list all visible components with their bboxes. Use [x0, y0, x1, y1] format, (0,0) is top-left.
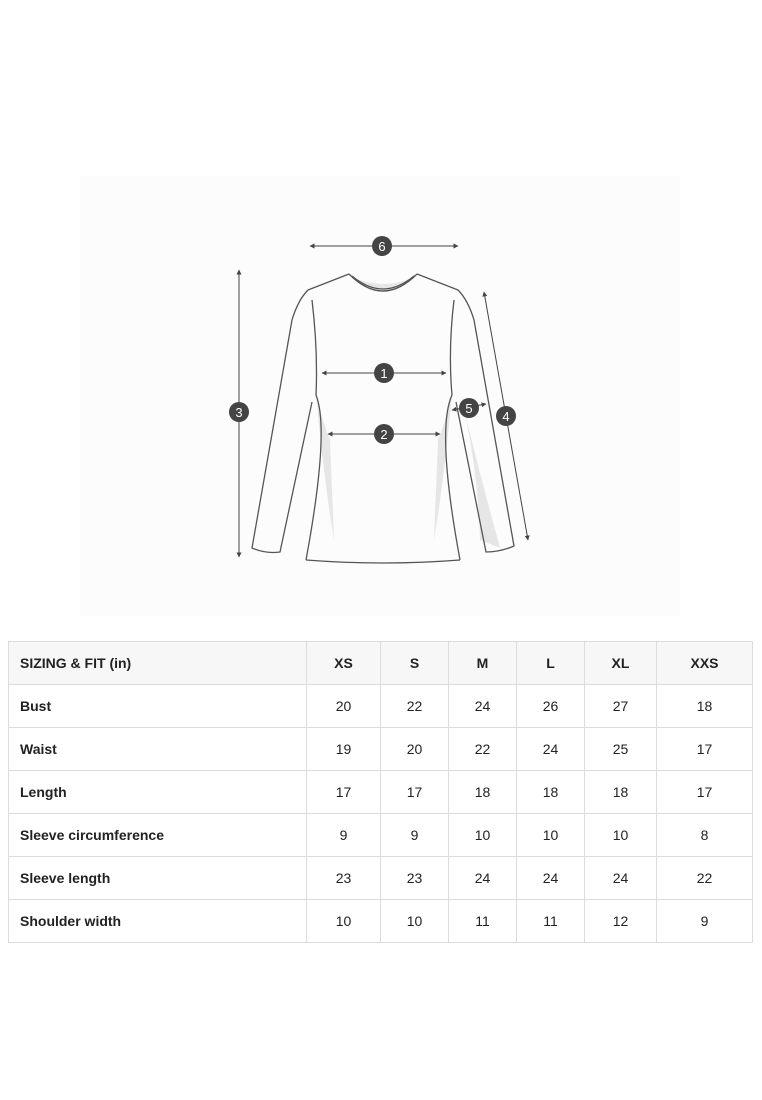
row-label: Waist	[9, 728, 307, 771]
table-cell: 24	[449, 685, 517, 728]
table-row-waist	[9, 728, 753, 771]
table-cell: 27	[585, 685, 657, 728]
size-header-xl: XL	[585, 642, 657, 685]
table-cell: 10	[517, 814, 585, 857]
svg-text:6: 6	[378, 239, 386, 254]
svg-text:2: 2	[380, 427, 388, 442]
table-cell: 24	[585, 857, 657, 900]
marker-3	[229, 402, 249, 422]
table-cell: 10	[585, 814, 657, 857]
size-header-l: L	[517, 642, 585, 685]
table-cell: 10	[307, 900, 381, 943]
table-cell: 18	[657, 685, 753, 728]
table-row-sleeve-circumference	[9, 814, 753, 857]
table-cell: 11	[517, 900, 585, 943]
svg-text:4: 4	[502, 409, 510, 424]
table-cell: 24	[449, 857, 517, 900]
table-cell: 24	[517, 728, 585, 771]
size-header-xxs: XXS	[657, 642, 753, 685]
row-label: Sleeve length	[9, 857, 307, 900]
table-cell: 19	[307, 728, 381, 771]
table-cell: 17	[657, 771, 753, 814]
svg-text:5: 5	[465, 401, 473, 416]
marker-2	[374, 424, 394, 444]
marker-4	[496, 406, 516, 426]
table-cell: 10	[449, 814, 517, 857]
table-cell: 17	[657, 728, 753, 771]
table-cell: 25	[585, 728, 657, 771]
row-label: Sleeve circumference	[9, 814, 307, 857]
table-row-length	[9, 771, 753, 814]
table-row-shoulder-width	[9, 900, 753, 943]
shirt-outline	[252, 274, 514, 563]
table-cell: 17	[307, 771, 381, 814]
size-chart-table	[8, 641, 753, 943]
table-cell: 23	[307, 857, 381, 900]
table-cell: 18	[585, 771, 657, 814]
svg-text:3: 3	[235, 405, 243, 420]
table-cell: 12	[585, 900, 657, 943]
row-label: Shoulder width	[9, 900, 307, 943]
table-header-row	[9, 642, 753, 685]
table-cell: 20	[381, 728, 449, 771]
header-label: SIZING & FIT (in)	[9, 642, 307, 685]
table-cell: 17	[381, 771, 449, 814]
size-header-xs: XS	[307, 642, 381, 685]
table-cell: 22	[657, 857, 753, 900]
table-cell: 11	[449, 900, 517, 943]
size-header-m: M	[449, 642, 517, 685]
table-cell: 20	[307, 685, 381, 728]
marker-5	[459, 398, 479, 418]
table-cell: 22	[381, 685, 449, 728]
table-cell: 26	[517, 685, 585, 728]
table-row-sleeve-length	[9, 857, 753, 900]
table-cell: 18	[517, 771, 585, 814]
table-cell: 23	[381, 857, 449, 900]
table-cell: 22	[449, 728, 517, 771]
svg-text:1: 1	[380, 366, 388, 381]
table-cell: 18	[449, 771, 517, 814]
table-row-bust	[9, 685, 753, 728]
row-label: Length	[9, 771, 307, 814]
size-header-s: S	[381, 642, 449, 685]
marker-6	[372, 236, 392, 256]
table-cell: 8	[657, 814, 753, 857]
table-cell: 9	[657, 900, 753, 943]
table-cell: 10	[381, 900, 449, 943]
table-cell: 9	[381, 814, 449, 857]
marker-1	[374, 363, 394, 383]
table-cell: 9	[307, 814, 381, 857]
table-cell: 24	[517, 857, 585, 900]
row-label: Bust	[9, 685, 307, 728]
